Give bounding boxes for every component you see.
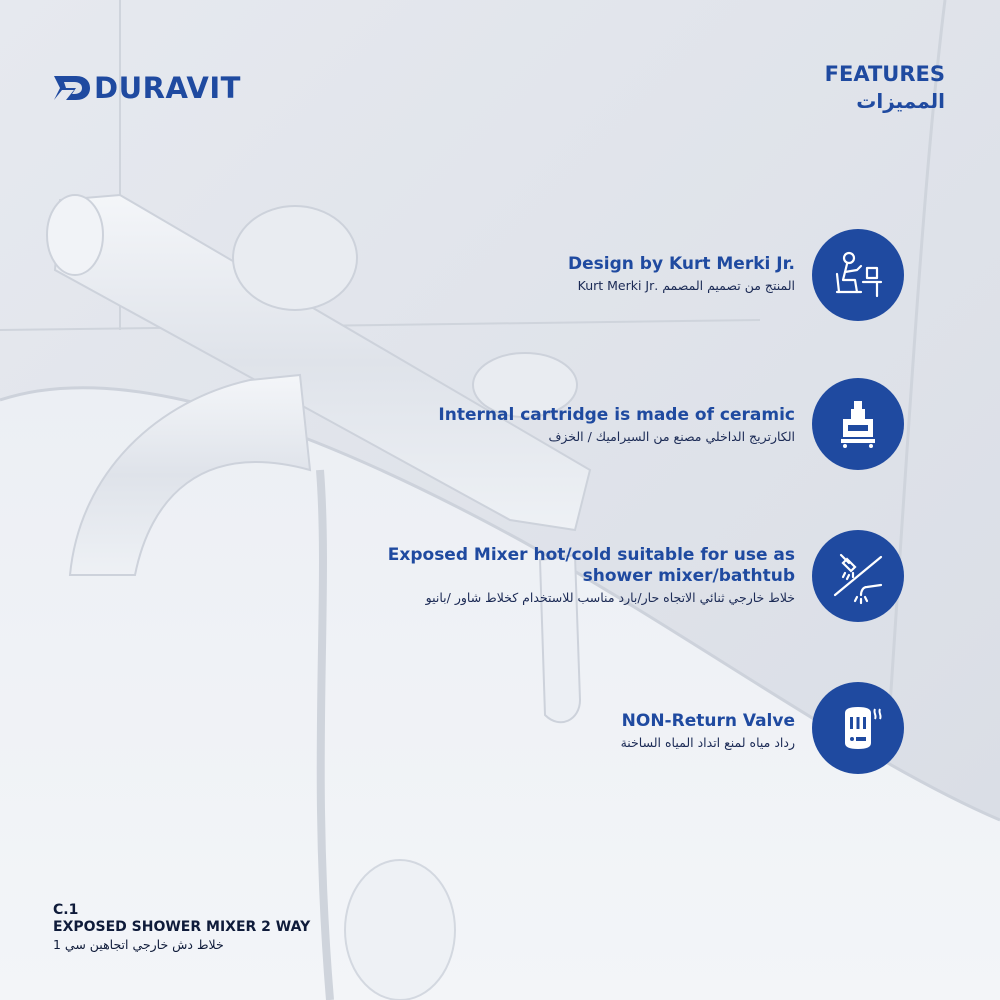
product-name-arabic: خلاط دش خارجي اتجاهين سي 1 bbox=[53, 937, 224, 952]
feature-icon-badge bbox=[812, 378, 904, 470]
feature-subtitle-arabic: المنتج من تصميم المصمم .Kurt Merki Jr bbox=[577, 278, 795, 293]
feature-icon-badge bbox=[812, 229, 904, 321]
product-name: EXPOSED SHOWER MIXER 2 WAY bbox=[53, 919, 311, 935]
features-title-arabic: المميزات bbox=[856, 89, 945, 114]
features-title: FEATURES bbox=[824, 62, 945, 86]
feature-item-non-return-valve bbox=[275, 711, 795, 751]
designer-at-desk-icon bbox=[827, 244, 889, 306]
duravit-logo-mark-icon bbox=[52, 68, 92, 108]
features-header bbox=[825, 62, 945, 113]
feature-title: Internal cartridge is made of ceramic bbox=[438, 405, 795, 425]
feature-item-ceramic-cartridge bbox=[275, 405, 795, 445]
feature-subtitle-arabic: الكارتريج الداخلي مصنع من السيراميك / الخزف bbox=[548, 429, 795, 444]
product-caption bbox=[53, 902, 310, 953]
feature-title: Exposed Mixer hot/cold suitable for use as bbox=[387, 545, 795, 565]
feature-title: Design by Kurt Merki Jr. bbox=[568, 254, 795, 274]
feature-title: NON-Return Valve bbox=[621, 711, 795, 731]
feature-subtitle-arabic: خلاط خارجي ثنائي الاتجاه حار/بارد مناسب للاستخدام كخلاط شاور /بانيو bbox=[425, 590, 795, 605]
brand-logo bbox=[52, 68, 241, 108]
feature-item-exposed-mixer bbox=[275, 545, 795, 606]
feature-icon-badge bbox=[812, 682, 904, 774]
brand-name: DURAVIT bbox=[94, 70, 241, 105]
product-code: C.1 bbox=[53, 902, 79, 918]
feature-subtitle-arabic: رداد مياه لمنع اتداد المياه الساخنة bbox=[620, 735, 795, 750]
feature-item-design bbox=[275, 254, 795, 294]
ceramic-cartridge-icon bbox=[827, 393, 889, 455]
shower-and-tub-spout-icon bbox=[827, 545, 889, 607]
non-return-valve-icon bbox=[827, 697, 889, 759]
feature-icon-badge bbox=[812, 530, 904, 622]
feature-title-line-2: shower mixer/bathtub bbox=[582, 566, 795, 586]
